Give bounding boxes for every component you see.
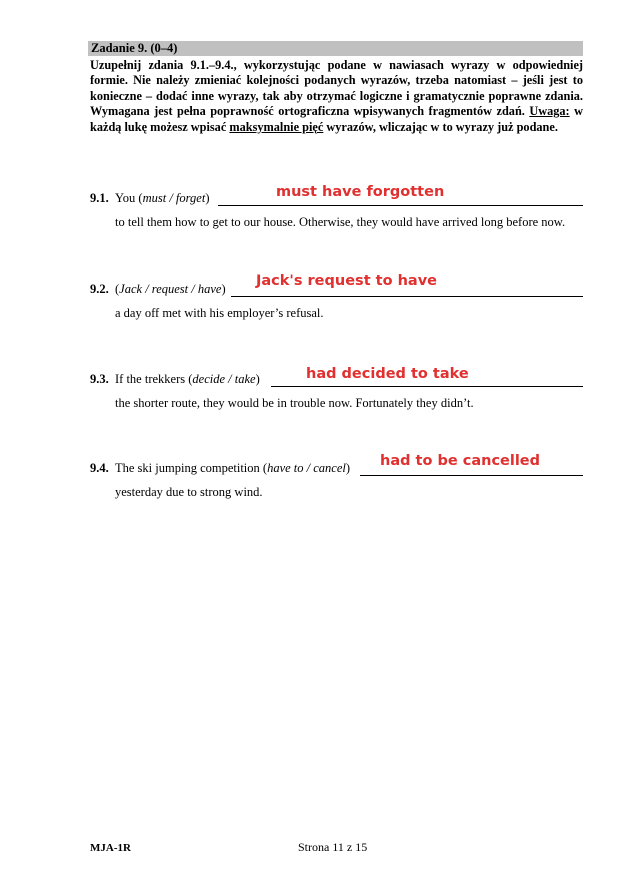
item-hint: have to / cancel: [267, 461, 346, 475]
handwritten-answer: must have forgotten: [276, 184, 445, 200]
item-continuation: yesterday due to strong wind.: [115, 485, 263, 499]
item-number: 9.2.: [90, 282, 109, 296]
item-continuation: a day off met with his employer’s refusal.: [115, 306, 324, 320]
item-continuation: the shorter route, they would be in trouble now. Fortunately they didn’t.: [115, 396, 474, 410]
item-number: 9.1.: [90, 191, 109, 205]
exercise-item-9-4: [90, 453, 583, 499]
item-prompt: (Jack / request / have): [115, 282, 226, 296]
item-hint: Jack / request / have: [119, 282, 222, 296]
answer-blank[interactable]: [360, 475, 583, 476]
item-prompt: You (must / forget): [115, 191, 210, 205]
answer-blank[interactable]: [231, 296, 583, 297]
item-prompt: The ski jumping competition (have to / cancel): [115, 461, 351, 475]
item-hint: must / forget: [142, 191, 206, 205]
note-label: Uwaga:: [529, 104, 570, 119]
exercise-item-9-1: [90, 184, 583, 229]
task-instructions: [90, 58, 583, 135]
item-number: 9.4.: [90, 461, 109, 475]
task-header-bar: [88, 41, 583, 56]
handwritten-answer: had decided to take: [306, 366, 469, 382]
note-emphasis: maksymalnie pięć: [229, 119, 324, 134]
task-title: Zadanie 9. (0–4): [91, 41, 178, 55]
item-hint: decide / take: [192, 372, 256, 386]
note-text-a: w każdą lukę możesz wpisać: [90, 104, 583, 134]
instructions-text: Uzupełnij zdania 9.1.–9.4., wykorzystując podane w nawiasach wyrazy w odpowiedniej formie. Nie należy zmieniać kolejności podanych wyrazów, trzeba natomiast – jeśli jest to konieczne – dodać inne wyrazy, tak aby otrzymać logiczne i gramatycznie poprawne zdania. Wymagana jest pełna poprawność ortograficzna wpisywanych fragmentów zdań.: [90, 58, 583, 119]
item-continuation: to tell them how to get to our house. Otherwise, they would have arrived long before now.: [115, 215, 566, 229]
note-text-b: wyrazów, wliczając w to wyrazy już podane.: [323, 119, 558, 134]
item-prompt: If the trekkers (decide / take): [115, 372, 260, 386]
handwritten-answer: Jack's request to have: [256, 273, 438, 289]
exercise-item-9-2: [90, 273, 583, 320]
item-number: 9.3.: [90, 372, 109, 386]
exercise-item-9-3: [90, 366, 583, 410]
handwritten-answer: had to be cancelled: [380, 453, 541, 469]
footer-page-number: Strona 11 z 15: [298, 840, 368, 854]
answer-blank[interactable]: [218, 205, 583, 206]
footer-exam-code: MJA-1R: [90, 842, 131, 854]
answer-blank[interactable]: [271, 386, 583, 387]
